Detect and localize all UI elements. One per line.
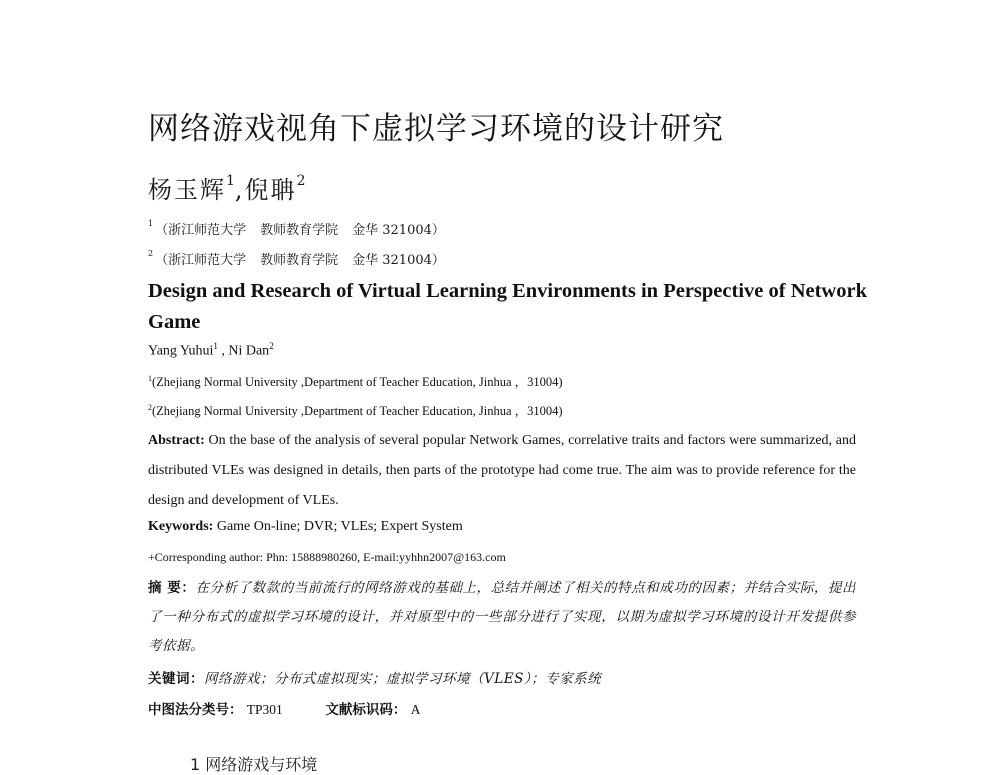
abstract-en-text: On the base of the analysis of several popular Network Games, correlative traits and factors were summarized, and distributed VLEs was designed in details, then parts of the prototype had come true. The aim was to provide reference for the design and development of VLEs. — [148, 433, 857, 508]
affiliation-cn-1-univ: （浙江师范大学 — [155, 223, 247, 238]
abstract-english — [148, 426, 856, 516]
classification-line — [148, 698, 420, 718]
affiliation-cn-1-dept: 教师教育学院 — [260, 223, 339, 238]
affiliation-en-1-marker: 1 — [148, 373, 152, 383]
affiliation-cn-1 — [148, 219, 445, 238]
affiliation-en-1 — [148, 372, 563, 390]
author-2-en: , Ni Dan — [217, 343, 270, 359]
keywords-en-text: Game On-line; DVR; VLEs; Expert System — [216, 519, 463, 534]
abstract-en-label: Abstract: — [148, 433, 205, 448]
affiliation-en-2-marker: 2 — [148, 402, 152, 412]
abstract-cn-text: 在分析了数款的当前流行的网络游戏的基础上，总结并阐述了相关的特点和成功的因素；并结合实际，提出了一种分布式的虚拟学习环境的设计，并对原型中的一些部分进行了实现，以期为虚拟学习环境的设计开发提供参考依据。 — [148, 580, 857, 654]
affiliation-cn-1-marker: 1 — [148, 219, 154, 228]
corresponding-author: +Corresponding author: Phn: 15888980260, E-mail:yyhhn2007@163.com — [148, 550, 506, 564]
keywords-cn-text: 网络游戏；分布式虚拟现实；虚拟学习环境（VLES）；专家系统 — [204, 671, 602, 687]
doc-code-value: A — [410, 702, 421, 717]
author-2-cn: 倪聃 — [244, 176, 297, 204]
authors-chinese — [148, 170, 305, 205]
section-heading-cutoff: 1 网络游戏与环境 — [190, 755, 318, 774]
affiliation-cn-2-univ: （浙江师范大学 — [155, 253, 247, 268]
title-chinese: 网络游戏视角下虚拟学习环境的设计研究 — [148, 111, 724, 147]
affiliation-cn-2 — [148, 249, 445, 268]
abstract-chinese — [148, 574, 856, 661]
keywords-chinese — [148, 667, 601, 687]
author-1-en-sup: 1 — [213, 341, 218, 351]
affiliation-cn-2-marker: 2 — [148, 249, 154, 258]
affiliation-cn-2-dept: 教师教育学院 — [260, 253, 339, 268]
affiliation-en-2-text: (Zhejiang Normal University ,Department of Teacher Education, Jinhua ，31004) — [152, 404, 563, 418]
author-1-cn: 杨玉辉 — [148, 176, 226, 204]
author-separator-cn: , — [234, 176, 245, 204]
clc-label: 中图法分类号： — [148, 702, 243, 718]
affiliation-en-2 — [148, 401, 563, 419]
keywords-en-label: Keywords: — [148, 519, 214, 534]
author-2-cn-sup: 2 — [296, 173, 306, 189]
keywords-cn-label: 关键词： — [148, 671, 204, 687]
title-english: Design and Research of Virtual Learning Environments in Perspective of Network Game — [148, 280, 867, 333]
keywords-english — [148, 519, 463, 535]
affiliation-en-1-text: (Zhejiang Normal University ,Department of Teacher Education, Jinhua ，31004) — [152, 375, 563, 389]
author-1-en: Yang Yuhui — [148, 343, 214, 359]
abstract-cn-label: 摘 要： — [148, 580, 196, 596]
affiliation-cn-2-city: 金华 321004） — [352, 253, 445, 268]
author-1-cn-sup: 1 — [226, 173, 235, 189]
affiliation-cn-1-city: 金华 321004） — [352, 223, 445, 238]
doc-code-label: 文献标识码： — [325, 702, 407, 718]
clc-value: TP301 — [246, 702, 283, 717]
authors-english — [148, 341, 274, 360]
author-2-en-sup: 2 — [269, 341, 274, 351]
